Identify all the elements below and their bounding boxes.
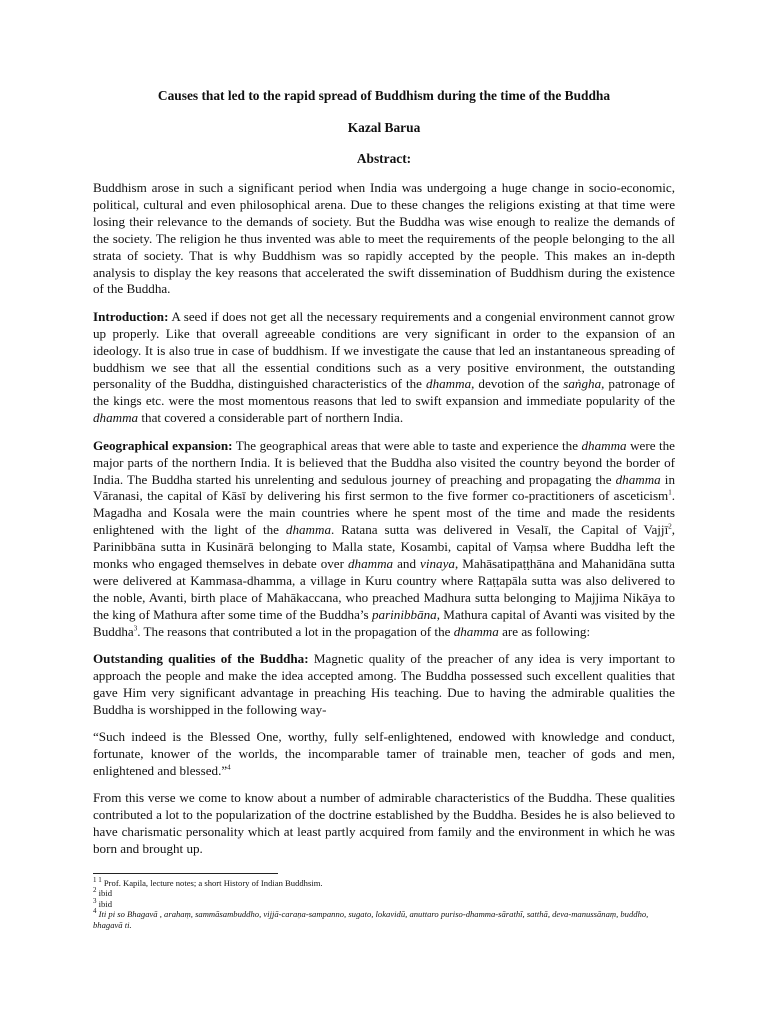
italic-term: dhamma bbox=[93, 410, 139, 426]
paragraph-text: , devotion of the bbox=[471, 376, 564, 392]
italic-term: dhamma bbox=[348, 556, 394, 572]
abstract-heading: Abstract: bbox=[356, 151, 412, 166]
paragraph-text: , Mathura capital of Avanti was visited by the Buddha bbox=[93, 606, 675, 639]
italic-term: vinaya bbox=[420, 556, 455, 572]
quote-text: “Such indeed is the Blessed One, worthy, fully self-enlightened, endowed with knowledge and conduct, fortunate, knower of the worlds, the incomparable tamer of trainable men, teacher of gods and men, enlightened and blessed.” bbox=[93, 729, 675, 778]
geographical-expansion-paragraph bbox=[93, 438, 675, 641]
conclusion-paragraph: From this verse we come to know about a number of admirable characteristics of the Buddha. These qualities contributed a lot to the popularization of the doctrine established by the Buddha. Besides he is also believed to have charismatic personality which at least partly acquired from family and the environment in which he was born and brought up. bbox=[93, 790, 675, 857]
italic-term: dhamma bbox=[285, 522, 331, 538]
footnote-text: Prof. Kapila, lecture notes; a short History of Indian Buddhsim. bbox=[101, 878, 323, 888]
geographical-expansion-heading: Geographical expansion: bbox=[93, 437, 233, 453]
footnote-text: Iti pi so Bhagavā , arahaṃ, sammāsambuddho, vijjā-caraṇa-sampanno, sugato, lokavidū, anuttaro puriso-dhamma-sārathī, satthā, deva-manussānaṃ, buddho, bhagavā ti. bbox=[93, 909, 649, 930]
italic-term: dhamma bbox=[615, 471, 661, 487]
document-title: Causes that led to the rapid spread of Buddhism during the time of the Buddha bbox=[157, 88, 611, 103]
paragraph-text: , Parinibbāna sutta in Kusinārā belonging to Malla state, Kosambi, capital of Vaṃsa where Buddha left the monks who engaged themselves in debate over bbox=[93, 522, 675, 572]
quote-paragraph bbox=[93, 729, 675, 780]
paragraph-text: are as following: bbox=[498, 623, 591, 639]
italic-term: dhamma bbox=[453, 623, 499, 639]
paragraph-text: A seed if does not get all the necessary requirements and a congenial environment cannot grow up properly. Like that overall agreeable conditions are very significant in order to the expansion of an ideology. It is also true in case of buddhism. If we investigate the cause that led an instantaneous spreading of buddhism we see that all the essential conditions such as a very positive environment, the outstanding personality of the Buddha, distinguished characteristics of the bbox=[93, 308, 675, 392]
paragraph-text: in Vāranasi, the capital of Kāsī by delivering his first sermon to the five former co-practitioners of asceticism bbox=[93, 471, 675, 504]
author-name: Kazal Barua bbox=[347, 120, 421, 135]
footnote-1 bbox=[93, 878, 675, 888]
paragraph-text: Magnetic quality of the preacher of any idea is very important to approach the people and make the idea accepted among. The Buddha possessed such excellent qualities that gave Him very significant advantage in preaching His teaching. Due to having the admirable qualities the Buddha is worshipped in the following way- bbox=[93, 651, 675, 717]
footnote-divider bbox=[93, 873, 278, 874]
paragraph-text: , Mahāsatipaṭṭhāna and Mahanidāna sutta were delivered at Kammasa-dhamma, a village in Kuru country where Raṭṭapāla sutta was also delivered to the noble, Avanti, birth place of Mahākaccana, who preached Madhura sutta belonging to Majjima Nikāya to the king of Mathura after some time of the Buddha’s bbox=[93, 556, 675, 622]
footnote-ref[interactable]: 2 bbox=[668, 522, 672, 531]
footnote-mark: 2 bbox=[93, 886, 97, 895]
italic-term: dhamma bbox=[581, 437, 627, 453]
paragraph-text: , patronage of the kings etc. were the most momentous reasons that led to swift expansion and immediate popularity of the bbox=[93, 376, 675, 409]
abstract-paragraph: Buddhism arose in such a significant period when India was undergoing a huge change in socio-economic, political, cultural and even philosophical arena. Due to these changes the religions existing at that time were losing their relevance to the demands of society. But the Buddha was wise enough to realize the demands of the society. The religion he thus invented was able to meet the requirements of the people belonging to the all strata of society. That is why Buddhism was so rapidly accepted by the people. This makes an in-depth analysis to display the key reasons that accelerated the swift dissemination of Buddhism during the existence of the Buddha. bbox=[93, 180, 675, 297]
paragraph-text: . Ratana sutta was delivered in Vesalī, the Capital of Vajjī bbox=[331, 522, 669, 538]
footnote-3 bbox=[93, 896, 675, 909]
paragraph-text: The geographical areas that were able to taste and experience the bbox=[232, 437, 582, 453]
italic-term: dhamma bbox=[426, 376, 472, 392]
italic-term: parinibbāna bbox=[371, 606, 437, 622]
footnote-text: ibid bbox=[96, 888, 113, 899]
footnotes-section bbox=[93, 873, 675, 930]
footnote-mark: 3 bbox=[93, 896, 97, 905]
footnote-mark: 4 bbox=[93, 907, 97, 916]
introduction-heading: Introduction: bbox=[93, 308, 169, 324]
paragraph-text: were the major parts of the northern India. It is believed that the Buddha also visited the country beyond the border of India. The Buddha started his unrelenting and sedulous journey of preaching and propagating the bbox=[93, 437, 675, 487]
italic-term: saṅgha bbox=[563, 376, 602, 392]
qualities-paragraph bbox=[93, 651, 675, 719]
qualities-heading: Outstanding qualities of the Buddha: bbox=[93, 651, 309, 667]
footnote-mark: 1 1 bbox=[93, 876, 102, 885]
footnote-ref[interactable]: 4 bbox=[227, 763, 231, 772]
footnote-ref[interactable]: 3 bbox=[133, 624, 138, 633]
paragraph-text: . The reasons that contributed a lot in the propagation of the bbox=[137, 623, 454, 639]
introduction-paragraph bbox=[93, 309, 675, 427]
paragraph-text: that covered a considerable part of northern India. bbox=[138, 410, 404, 426]
paragraph-text: . Magadha and Kosala were the main countries where he spent most of the time and made the residents enlightened with the light of the bbox=[93, 488, 675, 538]
paragraph-text: and bbox=[393, 556, 421, 572]
footnote-ref[interactable]: 1 bbox=[668, 489, 672, 498]
footnote-4 bbox=[93, 909, 675, 930]
document-page bbox=[93, 86, 675, 869]
footnote-text: ibid bbox=[96, 898, 113, 909]
footnote-2 bbox=[93, 888, 675, 898]
